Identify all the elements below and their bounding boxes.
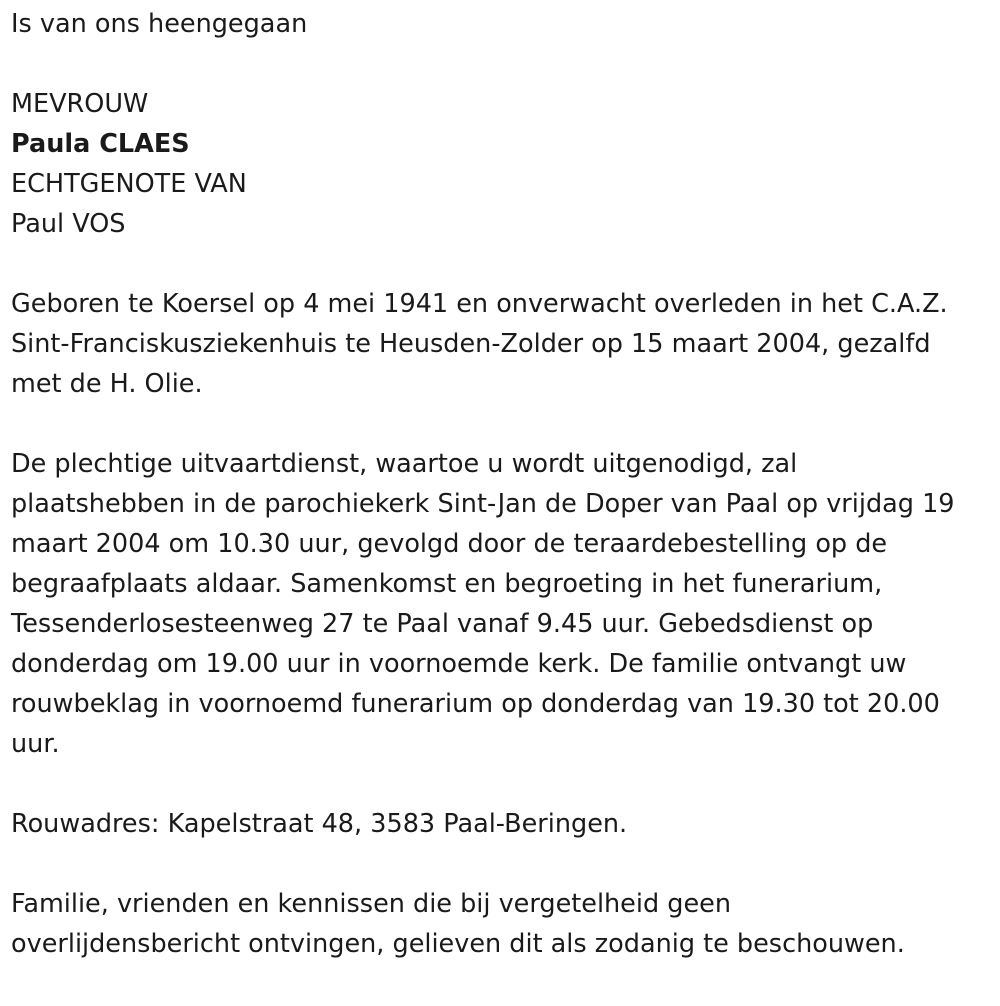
- funeral-line: rouwbeklag in voornoemd funerarium op donderdag van 19.30 tot 20.00: [11, 689, 940, 719]
- spacer: [11, 244, 993, 284]
- funeral-line: maart 2004 om 10.30 uur, gevolgd door de teraardebestelling op de: [11, 529, 888, 559]
- spacer: [11, 844, 993, 884]
- funeral-line: De plechtige uitvaartdienst, waartoe u wordt uitgenodigd, zal: [11, 449, 798, 479]
- relation-text: ECHTGENOTE VAN: [11, 169, 247, 199]
- funeral-line: Tessenderlosesteenweg 27 te Paal vanaf 9.45 uur. Gebedsdienst op: [11, 609, 874, 639]
- closing-line: Familie, vrienden en kennissen die bij vergetelheid geen: [11, 889, 731, 919]
- spacer: [11, 404, 993, 444]
- intro-text: Is van ons heengegaan: [11, 9, 308, 39]
- closing-paragraph: [11, 884, 993, 964]
- birth-death-paragraph: [11, 284, 993, 404]
- funeral-paragraph: [11, 444, 993, 764]
- birth-death-line: met de H. Olie.: [11, 369, 203, 399]
- mourning-address: Rouwadres: Kapelstraat 48, 3583 Paal-Beringen.: [11, 809, 628, 839]
- spouse-name: Paul VOS: [11, 209, 126, 239]
- funeral-line: begraafplaats aldaar. Samenkomst en begroeting in het funerarium,: [11, 569, 883, 599]
- birth-death-line: Geboren te Koersel op 4 mei 1941 en onverwacht overleden in het C.A.Z.: [11, 289, 948, 319]
- deceased-name: Paula CLAES: [11, 129, 190, 159]
- funeral-line: donderdag om 19.00 uur in voornoemde kerk. De familie ontvangt uw: [11, 649, 907, 679]
- funeral-line: uur.: [11, 729, 60, 759]
- spacer: [11, 764, 993, 804]
- death-notice: [11, 4, 993, 964]
- closing-line: overlijdensbericht ontvingen, gelieven dit als zodanig te beschouwen.: [11, 929, 905, 959]
- spacer: [11, 44, 993, 84]
- title-prefix: MEVROUW: [11, 89, 149, 119]
- funeral-line: plaatshebben in de parochiekerk Sint-Jan de Doper van Paal op vrijdag 19: [11, 489, 955, 519]
- birth-death-line: Sint-Franciskusziekenhuis te Heusden-Zolder op 15 maart 2004, gezalfd: [11, 329, 931, 359]
